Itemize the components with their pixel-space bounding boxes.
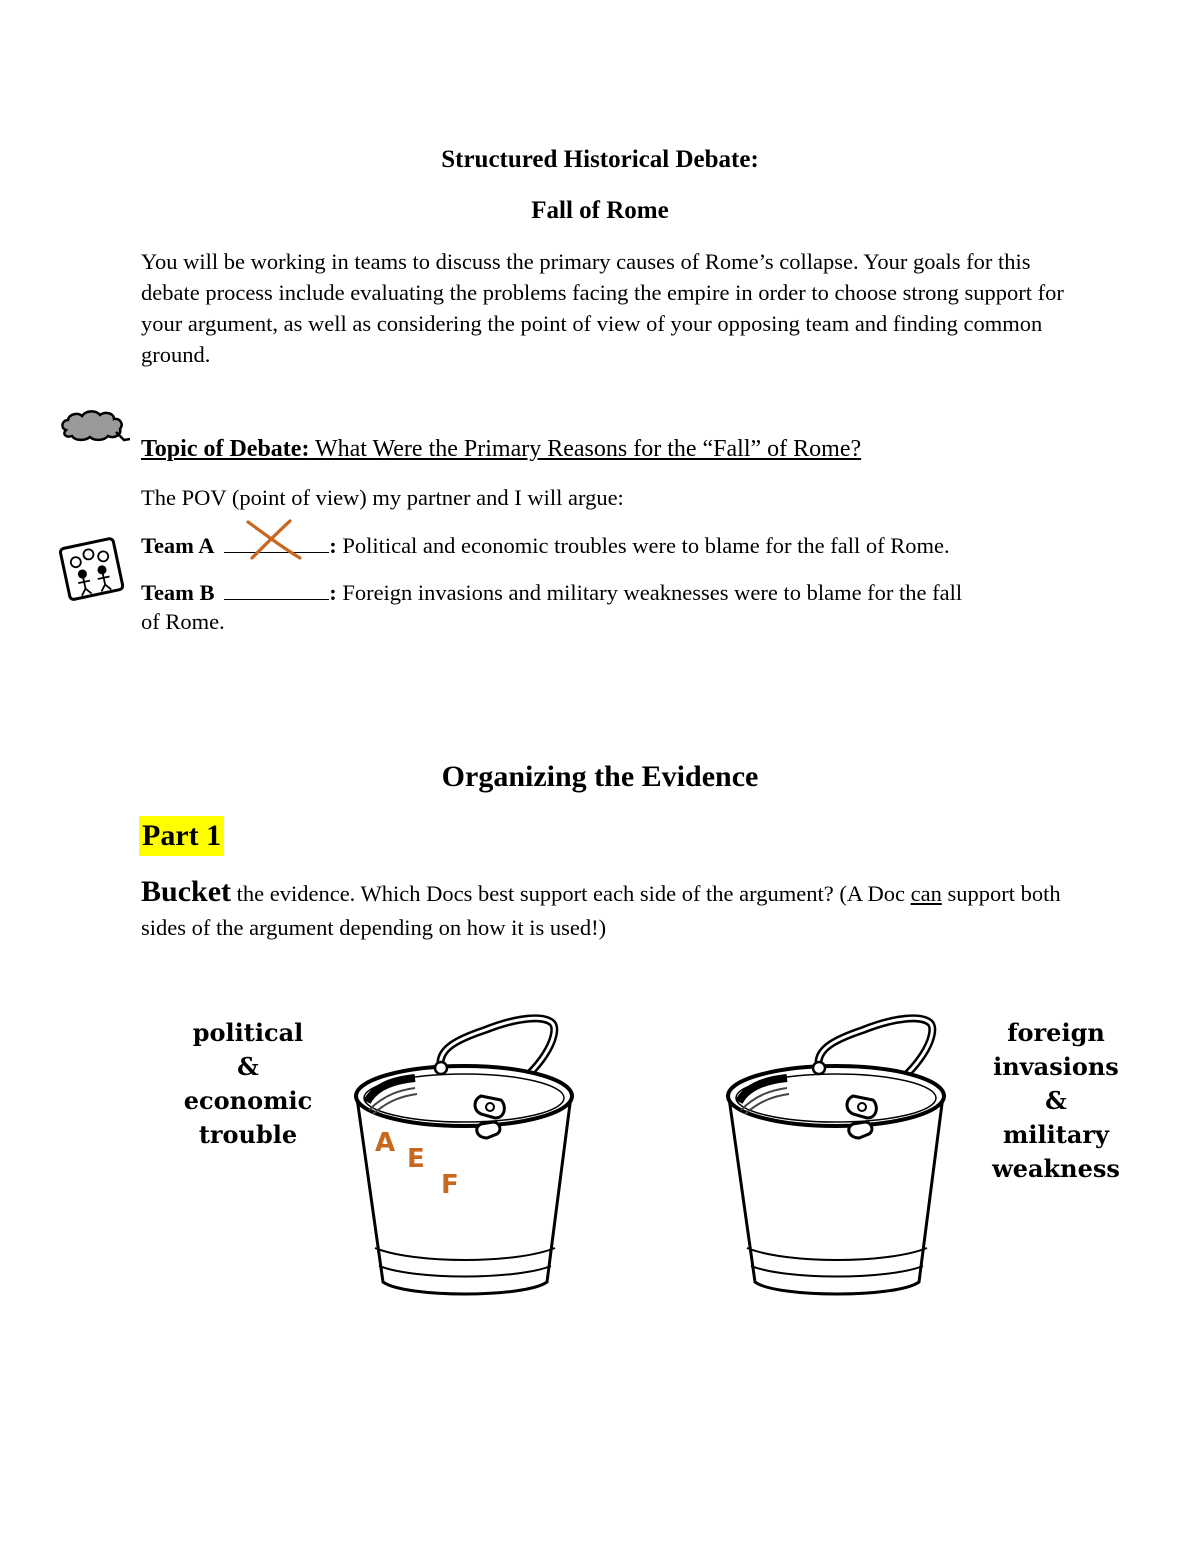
document-subtitle: Fall of Rome	[531, 197, 669, 224]
bucket-icon	[717, 1010, 957, 1300]
team-a-name: Team A	[141, 533, 215, 558]
team-b-name: Team B	[141, 580, 215, 605]
left-bucket[interactable]	[345, 1010, 585, 1305]
evidence-letter-a: A	[375, 1128, 396, 1158]
instruction-underlined: can	[910, 881, 942, 906]
instruction-lead: Bucket	[141, 875, 231, 908]
team-people-icon	[55, 535, 129, 612]
team-b-statement: Foreign invasions and military weaknesses were to blame for the fall	[336, 580, 963, 605]
debate-topic	[141, 436, 1101, 463]
intro-paragraph: You will be working in teams to discuss the primary causes of Rome’s collapse. Your goals for this debate process include evaluating the problems facing the empire in order to choose strong support for your argument, as well as considering the point of view of your opposing team and finding common ground.	[141, 249, 1064, 367]
document-title: Structured Historical Debate:	[441, 146, 759, 173]
bucket-instruction: Bucket the evidence. Which Docs best support each side of the argument? (A Doc can support both sides of the argument depending on how it is used!)	[141, 875, 1061, 940]
evidence-letter-e: E	[407, 1144, 425, 1174]
team-a-row: Team A : Political and economic troubles were to blame for the fall of Rome.	[141, 533, 950, 558]
evidence-letter-f: F	[441, 1170, 459, 1200]
team-a-statement: Political and economic troubles were to blame for the fall of Rome.	[336, 533, 950, 558]
part-label: Part 1	[139, 816, 224, 856]
section-heading: Organizing the Evidence	[441, 760, 759, 793]
right-bucket-label: foreign invasions & military weakness	[992, 1018, 1120, 1183]
x-mark-icon	[244, 518, 304, 565]
team-b-statement-cont: of Rome.	[141, 609, 225, 634]
team-b-blank[interactable]	[224, 581, 329, 600]
topic-question: What Were the Primary Reasons for the “Fall” of Rome?	[309, 436, 862, 462]
topic-label: Topic of Debate:	[141, 436, 310, 462]
team-b-row: Team B : Foreign invasions and military weaknesses were to blame for the fall	[141, 580, 963, 605]
right-bucket[interactable]	[717, 1010, 957, 1305]
pov-prompt: The POV (point of view) my partner and I will argue:	[141, 485, 624, 510]
left-bucket-label: political & economic trouble	[183, 1018, 313, 1149]
thought-cloud-icon	[58, 408, 132, 453]
